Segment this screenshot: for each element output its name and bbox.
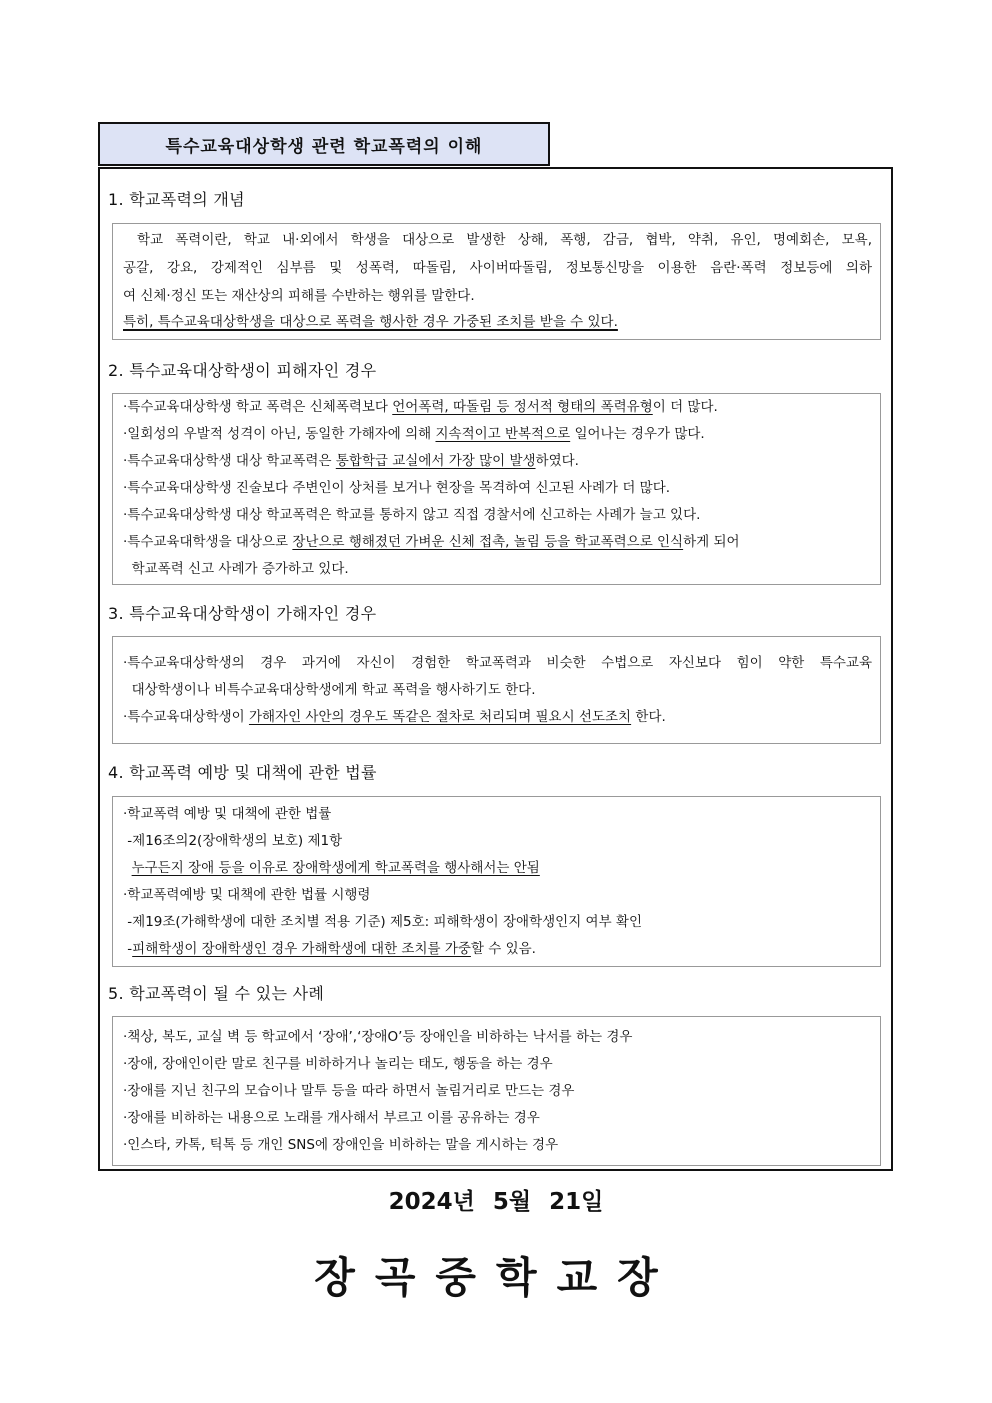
concept-emphasis — [123, 312, 872, 332]
section-3-heading: 3. 특수교육대상학생이 가해자인 경우 — [108, 604, 377, 623]
section-5-heading: 5. 학교폭력이 될 수 있는 사례 — [108, 984, 325, 1003]
issue-date: 2024년 5월 21일 — [388, 1189, 604, 1215]
list-item: -피해학생이 장애학생인 경우 가해학생에 대한 조치를 가중할 수 있음. — [123, 941, 536, 957]
section-2-heading: 2. 특수교육대상학생이 피해자인 경우 — [108, 361, 377, 380]
list-item: -제19조(가해학생에 대한 조치별 적용 기준) 제5호: 피해학생이 장애학생인지 여부 확인 — [123, 914, 642, 930]
list-item: ·특수교육대학생을 대상으로 장난으로 행해졌던 가벼운 신체 접촉, 놀림 등을 학교폭력으로 인식하게 되어 — [123, 534, 740, 550]
section-3-box — [112, 636, 881, 744]
list-item: ·특수교육대상학생 학교 폭력은 신체폭력보다 언어폭력, 따돌림 등 정서적 형태의 폭력유형이 더 많다. — [123, 399, 718, 415]
section-1-box — [112, 223, 881, 340]
list-item: 학교폭력 신고 사례가 증가하고 있다. — [123, 561, 349, 577]
list-item: ·인스타, 카톡, 틱톡 등 개인 SNS에 장애인을 비하하는 말을 게시하는 경우 — [123, 1137, 559, 1153]
concept-emphasis-text: 특히, 특수교육대상학생을 대상으로 폭력을 행사한 경우 가중된 조치를 받을 수 있다. — [123, 314, 618, 330]
list-item: 누구든지 장애 등을 이유로 장애학생에게 학교폭력을 행사해서는 안됨 — [131, 860, 540, 876]
concept-line-1: 학교 폭력이란, 학교 내·외에서 학생을 대상으로 발생한 상해, 폭행, 감금, 협박, 약취, 유인, 명예회손, 모욕, — [137, 232, 872, 248]
list-item: 대상학생이나 비특수교육대상학생에게 학교 폭력을 행사하기도 한다. — [123, 682, 536, 698]
section-5-box — [112, 1016, 881, 1166]
list-item: ·특수교육대상학생이 가해자인 사안의 경우도 똑같은 절차로 처리되며 필요시 선도조치 한다. — [123, 709, 666, 725]
list-item: ·일회성의 우발적 성격이 아닌, 동일한 가해자에 의해 지속적이고 반복적으로 일어나는 경우가 많다. — [123, 426, 705, 442]
list-item: ·학교폭력 예방 및 대책에 관한 법률 — [123, 806, 332, 822]
list-item: ·장애, 장애인이란 말로 친구를 비하하거나 놀리는 태도, 행동을 하는 경우 — [123, 1056, 553, 1072]
section-4-box — [112, 796, 881, 967]
list-item: ·특수교육대상학생 진술보다 주변인이 상처를 보거나 현장을 목격하여 신고된 사례가 더 많다. — [123, 480, 671, 496]
section-2-box — [112, 393, 881, 585]
list-item: ·장애를 비하하는 내용으로 노래를 개사해서 부르고 이를 공유하는 경우 — [123, 1110, 540, 1126]
list-item: ·특수교육대상학생 대상 학교폭력은 통합학급 교실에서 가장 많이 발생하였다. — [123, 453, 579, 469]
section-4-heading: 4. 학교폭력 예방 및 대책에 관한 법률 — [108, 763, 377, 782]
list-item: ·장애를 지닌 친구의 모습이나 말투 등을 따라 하면서 놀림거리로 만드는 경우 — [123, 1083, 575, 1099]
principal-signature: 장곡중학교장 — [314, 1253, 678, 1302]
list-item: ·학교폭력예방 및 대책에 관한 법률 시행령 — [123, 887, 371, 903]
concept-line-3: 여 신체·정신 또는 재산상의 피해를 수반하는 행위를 말한다. — [123, 288, 475, 304]
concept-line-2: 공갈, 강요, 강제적인 심부름 및 성폭력, 따돌림, 사이버따돌림, 정보통신망을 이용한 음란·폭력 정보등에 의하 — [123, 260, 872, 276]
list-item: ·특수교육대상학생의 경우 과거에 자신이 경험한 학교폭력과 비슷한 수법으로 자신보다 힘이 약한 특수교육 — [123, 655, 872, 671]
section-1-heading: 1. 학교폭력의 개념 — [108, 190, 245, 209]
list-item: ·책상, 복도, 교실 벽 등 학교에서 ‘장애’,‘장애O’등 장애인을 비하하는 낙서를 하는 경우 — [123, 1029, 633, 1045]
document-title: 특수교육대상학생 관련 학교폭력의 이해 — [98, 122, 550, 166]
content-frame — [98, 167, 893, 1171]
list-item: ·특수교육대상학생 대상 학교폭력은 학교를 통하지 않고 직접 경찰서에 신고하는 사례가 늘고 있다. — [123, 507, 701, 523]
list-item: -제16조의2(장애학생의 보호) 제1항 — [123, 833, 343, 849]
